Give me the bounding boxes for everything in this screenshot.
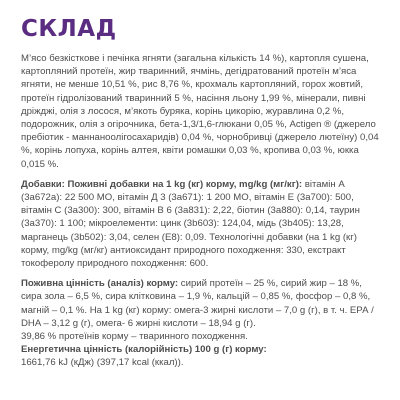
composition-paragraph: М’ясо безкісткове і печінка ягняти (загальна кількість 14 %), картопля сушена, картопляний протеїн, жир тваринний, ячмінь, дегідратований протеїн м’яса ягняти, не менше 10,51 %, рис 8,76 %, крохмаль картопляний, горох жовтий, протеїн гідролізований тваринний 5 %, насіння льону 1,99 %, мінерали, пивні дріжджі, олія з лосося, м’якоть буряка, корінь цикорію, журавлина 0,2 %, подорожник, олія з огірочника, бета-1,3/1,6-глюкани 0,05 %, Actigen ® (джерело пребіотик - маннаноолігосахаридів) 0,04 %, чорнобривці (джерело лютеїну) 0,04 %, корінь лопуха, корінь алтея, квіти ромашки 0,03 %, кропива 0,03 %, юкка 0,015 %. [21,53,379,170]
page-title: СКЛАД [21,16,117,42]
section-gap [21,171,381,178]
additives-label: Добавки: Поживні добавки на 1 kg (кг) корму, mg/kg (мг/кг): [21,178,303,190]
energy-label: Енергетична цінність (калорійність) 100 g (г) корму: [21,344,267,356]
energy-value: 1661,76 kJ (кДж) (397,17 kcal (ккал)). [21,357,184,369]
additives-paragraph [21,178,381,270]
nutrition-label: Поживна цінність (аналіз) корму: [21,278,179,290]
additives-text: вітамін А (3а672а): 22 500 МО, вітамін Д 3 (3а671): 1 200 МО, вітамін Е (3а700): 500, вітамін С (3а300): 300, вітамін В 6 (3а831): 2,22, біотин (3а880): 0,14, таурин (3а370): 1 100; мікроелементи: цинк (3b603): 124,04, мідь (3b405): 13,28, марганець (3b502): 3,04, селен (Е8): 0,09. Технологічні добавки (на 1 kg (кг) корму, mg/kg (мг/кг) антиоксидант природного походження: 330, екстракт токоферолу природного походження: 600. [21,178,360,270]
nutrition-paragraph [21,277,381,330]
section-gap [21,270,381,277]
nutrition-text: сирий протеїн – 25 %, сирий жир – 18 %, сира зола – 6,5 %, сира клітковина – 1,9 %, кальцій – 0,85 %, фосфор – 0,8 %, магній – 0,1 %. На 1 kg (кг) корму: омега-3 жирні кислоти – 7,0 g (г), в т. ч. ЕРА / DHA – 3,12 g (г), омега- 6 жирні кислоти – 18,94 g (г). [21,278,374,329]
animal-protein-note: 39,86 % протеїнів корму – тваринного походження. [21,331,248,343]
